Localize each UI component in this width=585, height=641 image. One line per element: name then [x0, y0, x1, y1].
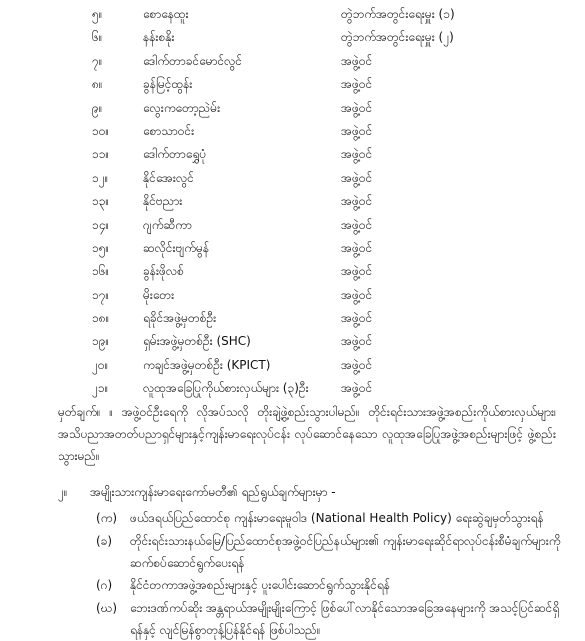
- item-number: ၇။: [92, 53, 103, 68]
- list-item: [0, 74, 585, 97]
- member-role: အဖွဲ့ဝင်: [341, 53, 373, 68]
- member-role: အဖွဲ့ဝင်: [341, 240, 373, 255]
- objective-item: [96, 597, 566, 641]
- objective-text: ဖယ်ဒရယ်ပြည်ထောင်စု ကျန်းမာရေးမူဝါဒ (National Health Policy) ရေးဆွဲချမှတ်သွားရန်: [130, 511, 544, 525]
- member-role: အဖွဲ့ဝင်: [341, 357, 373, 372]
- member-role: တွဲဘက်အတွင်းရေးမှူး (၁): [341, 7, 455, 21]
- member-role: အဖွဲ့ဝင်: [341, 123, 373, 138]
- member-role: အဖွဲ့ဝင်: [341, 381, 373, 396]
- member-name: ခွန်မြင့်ထွန်း: [143, 77, 193, 92]
- note-paragraph: မှတ်ချက်။ ။ အဖွဲ့ဝင်ဦးရေကို လိုအပ်သလို တိုးချဲ့ဖွဲ့စည်းသွားပါမည်။ တိုင်းရင်းသားအဖွဲ့အစည်းကိုယ်စားလှယ်များ၊ အသိပညာအတတ်ပညာရှင်များနှင့်ကျန်းမာရေးလုပ်ငန်း လုပ်ဆောင်နေသော လူထုအခြေပြုအဖွဲ့အစည်းများဖြင့် ဖွဲ့စည်းသွားမည်။: [58, 405, 556, 463]
- member-name: ဒေါက်တာရွှေပုံ: [143, 147, 207, 162]
- item-number: ၁၂။: [92, 170, 109, 185]
- member-name: ရခိုင်အဖွဲ့မှတစ်ဦး: [143, 311, 217, 326]
- list-item: [0, 331, 585, 354]
- member-role: အဖွဲ့ဝင်: [341, 194, 373, 209]
- member-role: အဖွဲ့ဝင်: [341, 100, 373, 115]
- objective-text: နိုင်ငံတကာအဖွဲ့အစည်းများနှင့် ပူးပေါင်းဆောင်ရွက်သွားနိုင်ရန်: [130, 578, 390, 592]
- item-number: ၅။: [92, 7, 103, 21]
- list-item: [0, 378, 585, 401]
- member-role: အဖွဲ့ဝင်: [341, 334, 373, 349]
- list-item: [0, 144, 585, 167]
- objective-marker: (ဃ): [96, 601, 118, 615]
- item-number: ၁၉။: [92, 334, 110, 349]
- member-list: [0, 4, 585, 402]
- member-name: ကချင်အဖွဲ့မှတစ်ဦး (KPICT): [143, 357, 271, 372]
- list-item: [0, 285, 585, 308]
- member-name: ဂျက်ဆီကာ: [143, 217, 192, 232]
- item-number: ၁၄။: [92, 217, 110, 232]
- member-name: မိုးတေး: [143, 287, 175, 302]
- item-number: ၁၆။: [92, 264, 110, 279]
- list-item: [0, 308, 585, 331]
- list-item: [0, 238, 585, 261]
- list-item: [0, 355, 585, 378]
- member-name: နိုင်ဗညား: [143, 194, 183, 209]
- item-number: ၈။: [92, 77, 103, 92]
- member-role: တွဲဘက်အတွင်းရေးမှူး (၂): [341, 30, 454, 45]
- member-name: ခွန်းဖိုလစ်: [143, 264, 184, 279]
- member-name: ရှမ်းအဖွဲ့မှတစ်ဦး (SHC): [143, 334, 251, 349]
- member-name: စောနေထူး: [143, 7, 189, 21]
- member-role: အဖွဲ့ဝင်: [341, 264, 373, 279]
- item-number: ၁၁။: [92, 147, 110, 162]
- objective-marker: (ခ): [96, 534, 113, 548]
- item-number: ၆။: [92, 30, 103, 45]
- item-number: ၁၈။: [92, 311, 110, 326]
- item-number: ၉။: [92, 100, 103, 115]
- item-number: ၂၀။: [92, 357, 109, 372]
- member-name: နိုင်အေးလွင်: [143, 170, 194, 185]
- member-role: အဖွဲ့ဝင်: [341, 170, 373, 185]
- objective-item: [96, 507, 566, 529]
- objective-text: ဘေးဒဏ်ကပ်ဆိုး အန္တရာယ်အမျိုးမျိုးကြောင့် ဖြစ်ပေါ်လာနိုင်သောအခြေအနေများကို အသင့်ပြင်ဆင်ရှိရန်နှင့် လျင်မြန်စွာတုန့်ပြန်နိုင်ရန် ဖြစ်ပါသည်။: [130, 601, 560, 637]
- member-name: လူထုအခြေပြုကိုယ်စားလှယ်များ (၃)ဦး: [143, 381, 309, 396]
- item-number: ၁၇။: [92, 287, 110, 302]
- member-name: စောသာဝင်း: [143, 123, 195, 138]
- item-number: ၂၁။: [92, 381, 109, 396]
- list-item: [0, 51, 585, 74]
- item-number: ၁၃။: [92, 194, 110, 209]
- objective-text: တိုင်းရင်းသားနယ်မြေ/ပြည်ထောင်စုအဖွဲ့ဝင်ပြည်နယ်များ၏ ကျန်းမာရေးဆိုင်ရာလုပ်ငန်းစီမံချက်များကို ဆက်စပ်ဆောင်ရွက်ပေးရန်: [130, 534, 561, 570]
- member-name: နန်းစနိုး: [143, 30, 175, 45]
- member-role: အဖွဲ့ဝင်: [341, 77, 373, 92]
- list-item: [0, 121, 585, 144]
- list-item: [0, 191, 585, 214]
- list-item: [0, 261, 585, 284]
- list-item: [0, 215, 585, 238]
- objective-marker: (ဂ): [96, 578, 113, 592]
- member-role: အဖွဲ့ဝင်: [341, 287, 373, 302]
- objective-item: [96, 574, 566, 596]
- section-number: ၂။: [58, 485, 68, 499]
- member-name: လွေးကတော့ညဲမ်း: [143, 100, 221, 115]
- member-name: ဆလိုင်းဗျက်မွန်: [143, 240, 210, 255]
- member-role: အဖွဲ့ဝင်: [341, 147, 373, 162]
- objective-item: [96, 530, 566, 574]
- list-item: [0, 27, 585, 50]
- list-item: [0, 4, 585, 27]
- objective-marker: (က): [96, 511, 118, 525]
- member-role: အဖွဲ့ဝင်: [341, 217, 373, 232]
- member-name: ဒေါက်တာခင်မောင်လွင်: [143, 53, 243, 68]
- item-number: ၁၀။: [92, 123, 110, 138]
- member-role: အဖွဲ့ဝင်: [341, 311, 373, 326]
- list-item: [0, 98, 585, 121]
- list-item: [0, 168, 585, 191]
- section-heading: အမျိုးသားကျန်းမာရေးကော်မတီ၏ ရည်ရွယ်ချက်များမှာ -: [90, 485, 336, 499]
- item-number: ၁၅။: [92, 240, 110, 255]
